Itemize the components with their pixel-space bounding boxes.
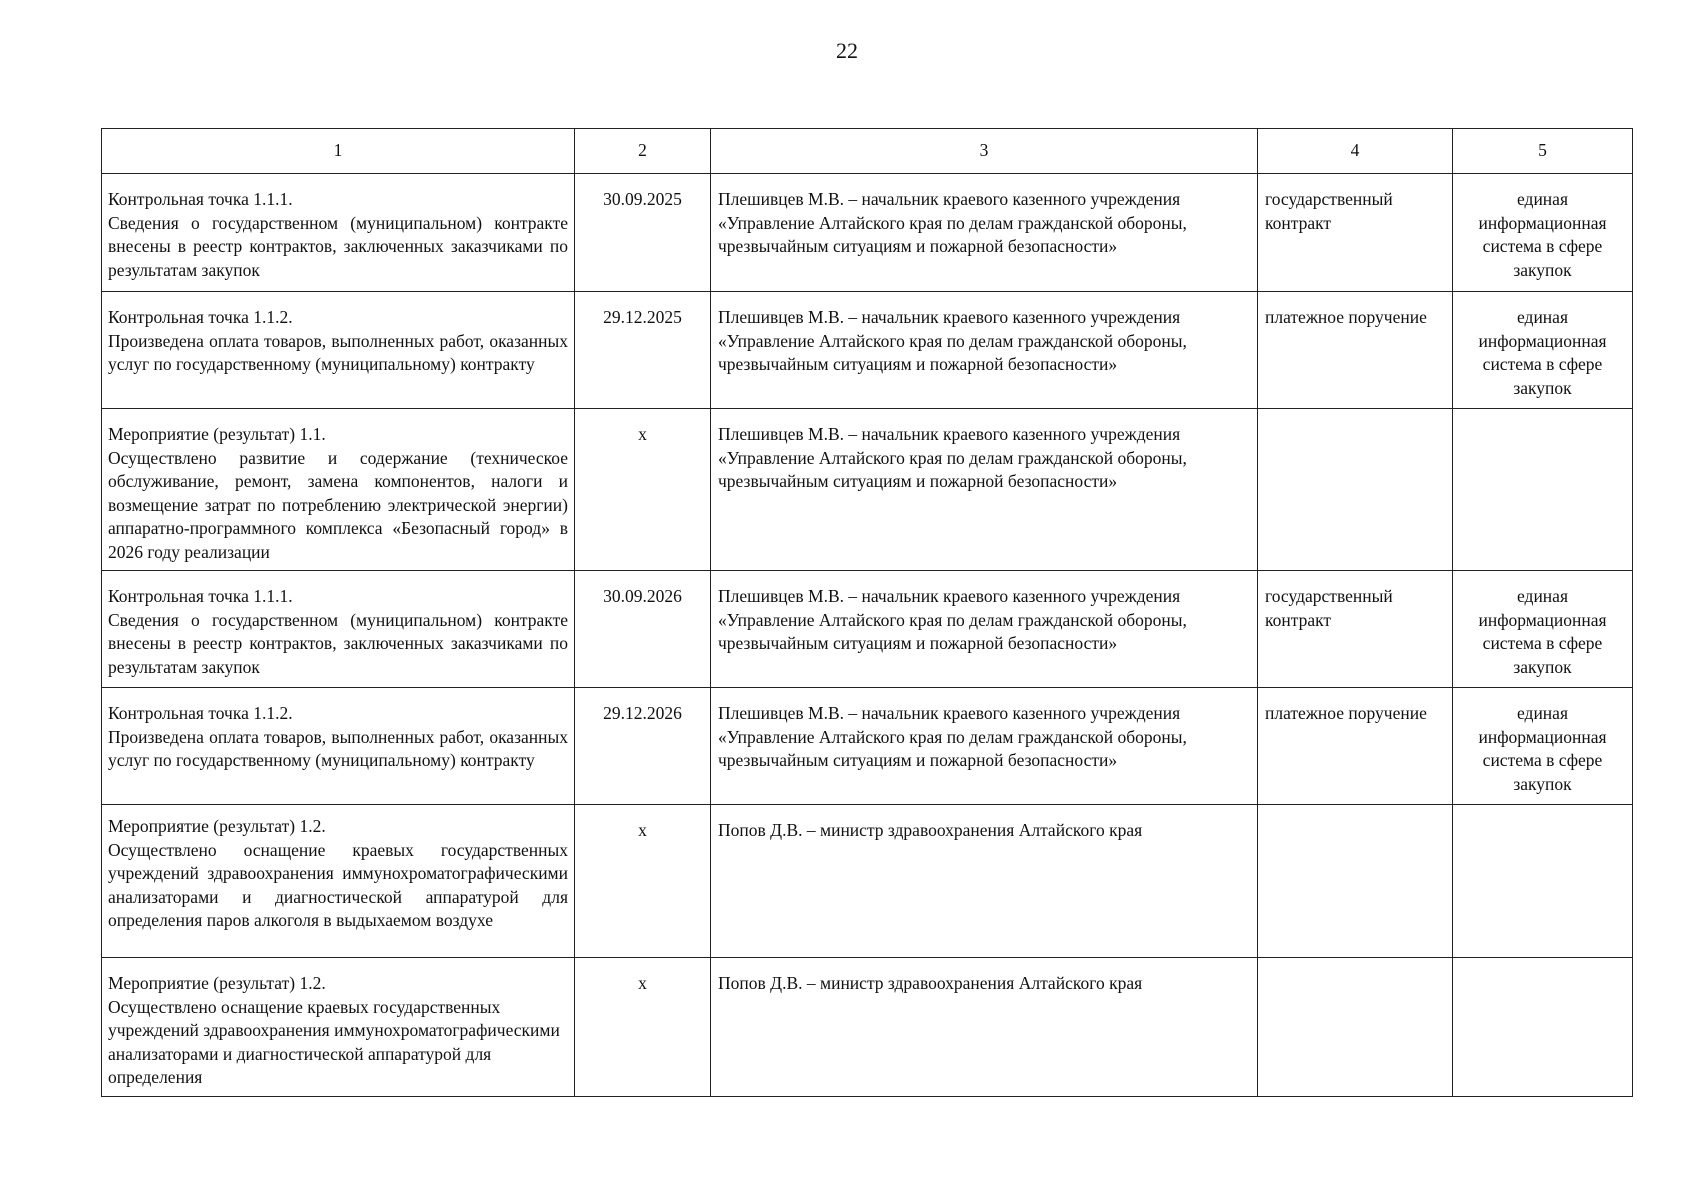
responsible-text: Плешивцев М.В. – начальник краевого казенного учреждения «Управление Алтайского края по делам гражданской обороны, чрезвычайным ситуациям и пожарной безопасности» xyxy=(718,586,1187,653)
date-cell xyxy=(575,688,711,805)
system-text: единая информационная система в сфере закупок xyxy=(1478,703,1607,794)
activity-text: Сведения о государственном (муниципальном) контракте внесены в реестр контрактов, заключенных заказчиками по результатам закупок xyxy=(108,609,568,677)
date-cell xyxy=(575,571,711,688)
responsible-cell xyxy=(711,958,1258,1097)
activity-text: Произведена оплата товаров, выполненных работ, оказанных услуг по государственному (муниципальному) контракту xyxy=(108,330,568,374)
responsible-cell xyxy=(711,805,1258,958)
activity-text: Осуществлено оснащение краевых государственных учреждений здравоохранения иммунохроматографическими анализаторами и диагностической аппаратурой для определения xyxy=(108,996,560,1087)
document-cell xyxy=(1258,571,1453,688)
page-number: 22 xyxy=(836,38,858,63)
date-value: 29.12.2025 xyxy=(603,307,682,327)
system-text xyxy=(1453,805,1632,825)
document-cell xyxy=(1258,688,1453,805)
document-text: государственный контракт xyxy=(1265,189,1393,233)
system-cell xyxy=(1453,174,1633,292)
table-row xyxy=(102,409,1633,571)
date-cell xyxy=(575,409,711,571)
activity-title: Контрольная точка 1.1.1. xyxy=(108,586,293,606)
activity-text: Осуществлено оснащение краевых государственных учреждений здравоохранения иммунохроматографическими анализаторами и диагностической аппаратурой для определения паров алкоголя в выдыхаемом воздухе xyxy=(108,839,568,930)
table-row xyxy=(102,571,1633,688)
activity-cell xyxy=(102,174,575,292)
table-row xyxy=(102,174,1633,292)
responsible-cell xyxy=(711,688,1258,805)
document-cell xyxy=(1258,174,1453,292)
document-text: государственный контракт xyxy=(1265,586,1393,630)
system-text: единая информационная система в сфере закупок xyxy=(1478,189,1607,280)
date-value: 30.09.2026 xyxy=(603,586,682,606)
date-value: 29.12.2026 xyxy=(603,703,682,723)
date-cell xyxy=(575,174,711,292)
activity-cell xyxy=(102,688,575,805)
system-cell xyxy=(1453,409,1633,571)
activity-cell xyxy=(102,958,575,1097)
document-cell xyxy=(1258,958,1453,1097)
document-text xyxy=(1258,958,1452,978)
system-text xyxy=(1453,958,1632,978)
activity-title: Контрольная точка 1.1.2. xyxy=(108,307,293,327)
system-cell xyxy=(1453,688,1633,805)
date-cell xyxy=(575,292,711,409)
responsible-cell xyxy=(711,292,1258,409)
responsible-cell xyxy=(711,174,1258,292)
column-header-2: 2 xyxy=(575,129,711,174)
date-value: х xyxy=(638,820,647,840)
activity-title: Мероприятие (результат) 1.2. xyxy=(108,973,326,993)
activity-title: Контрольная точка 1.1.2. xyxy=(108,703,293,723)
system-cell xyxy=(1453,292,1633,409)
table-header-row xyxy=(102,129,1633,174)
column-header-4: 4 xyxy=(1258,129,1453,174)
date-value: х xyxy=(638,973,647,993)
document-cell xyxy=(1258,292,1453,409)
document-cell xyxy=(1258,409,1453,571)
activity-text: Осуществлено развитие и содержание (техническое обслуживание, ремонт, замена компонентов, налоги и возмещение затрат по потреблению электрической энергии) аппаратно-программного комплекса «Безопасный город» в 2026 году реализации xyxy=(108,447,568,562)
date-value: х xyxy=(638,424,647,444)
activity-cell xyxy=(102,571,575,688)
activity-title: Мероприятие (результат) 1.2. xyxy=(108,816,326,836)
activity-cell xyxy=(102,805,575,958)
document-text: платежное поручение xyxy=(1265,703,1427,723)
table-row xyxy=(102,688,1633,805)
schedule-table xyxy=(101,128,1633,1097)
column-header-5: 5 xyxy=(1453,129,1633,174)
table-row xyxy=(102,805,1633,958)
activity-title: Мероприятие (результат) 1.1. xyxy=(108,424,326,444)
system-cell xyxy=(1453,958,1633,1097)
responsible-cell xyxy=(711,409,1258,571)
system-cell xyxy=(1453,805,1633,958)
date-cell xyxy=(575,805,711,958)
responsible-text: Плешивцев М.В. – начальник краевого казенного учреждения «Управление Алтайского края по делам гражданской обороны, чрезвычайным ситуациям и пожарной безопасности» xyxy=(718,703,1187,770)
responsible-cell xyxy=(711,571,1258,688)
responsible-text: Попов Д.В. – министр здравоохранения Алтайского края xyxy=(718,820,1143,840)
activity-text: Произведена оплата товаров, выполненных работ, оказанных услуг по государственному (муниципальному) контракту xyxy=(108,726,568,770)
table-row xyxy=(102,958,1633,1097)
responsible-text: Попов Д.В. – министр здравоохранения Алтайского края xyxy=(718,973,1143,993)
activity-cell xyxy=(102,292,575,409)
date-cell xyxy=(575,958,711,1097)
responsible-text: Плешивцев М.В. – начальник краевого казенного учреждения «Управление Алтайского края по делам гражданской обороны, чрезвычайным ситуациям и пожарной безопасности» xyxy=(718,307,1187,374)
system-text: единая информационная система в сфере закупок xyxy=(1478,586,1607,677)
document-text xyxy=(1258,409,1452,429)
column-header-3: 3 xyxy=(711,129,1258,174)
activity-text: Сведения о государственном (муниципальном) контракте внесены в реестр контрактов, заключенных заказчиками по результатам закупок xyxy=(108,212,568,280)
system-text xyxy=(1453,409,1632,429)
responsible-text: Плешивцев М.В. – начальник краевого казенного учреждения «Управление Алтайского края по делам гражданской обороны, чрезвычайным ситуациям и пожарной безопасности» xyxy=(718,189,1187,256)
column-header-1: 1 xyxy=(102,129,575,174)
system-cell xyxy=(1453,571,1633,688)
document-text xyxy=(1258,805,1452,825)
responsible-text: Плешивцев М.В. – начальник краевого казенного учреждения «Управление Алтайского края по делам гражданской обороны, чрезвычайным ситуациям и пожарной безопасности» xyxy=(718,424,1187,491)
activity-title: Контрольная точка 1.1.1. xyxy=(108,189,293,209)
document-text: платежное поручение xyxy=(1265,307,1427,327)
document-cell xyxy=(1258,805,1453,958)
system-text: единая информационная система в сфере закупок xyxy=(1478,307,1607,398)
date-value: 30.09.2025 xyxy=(603,189,682,209)
table-row xyxy=(102,292,1633,409)
activity-cell xyxy=(102,409,575,571)
